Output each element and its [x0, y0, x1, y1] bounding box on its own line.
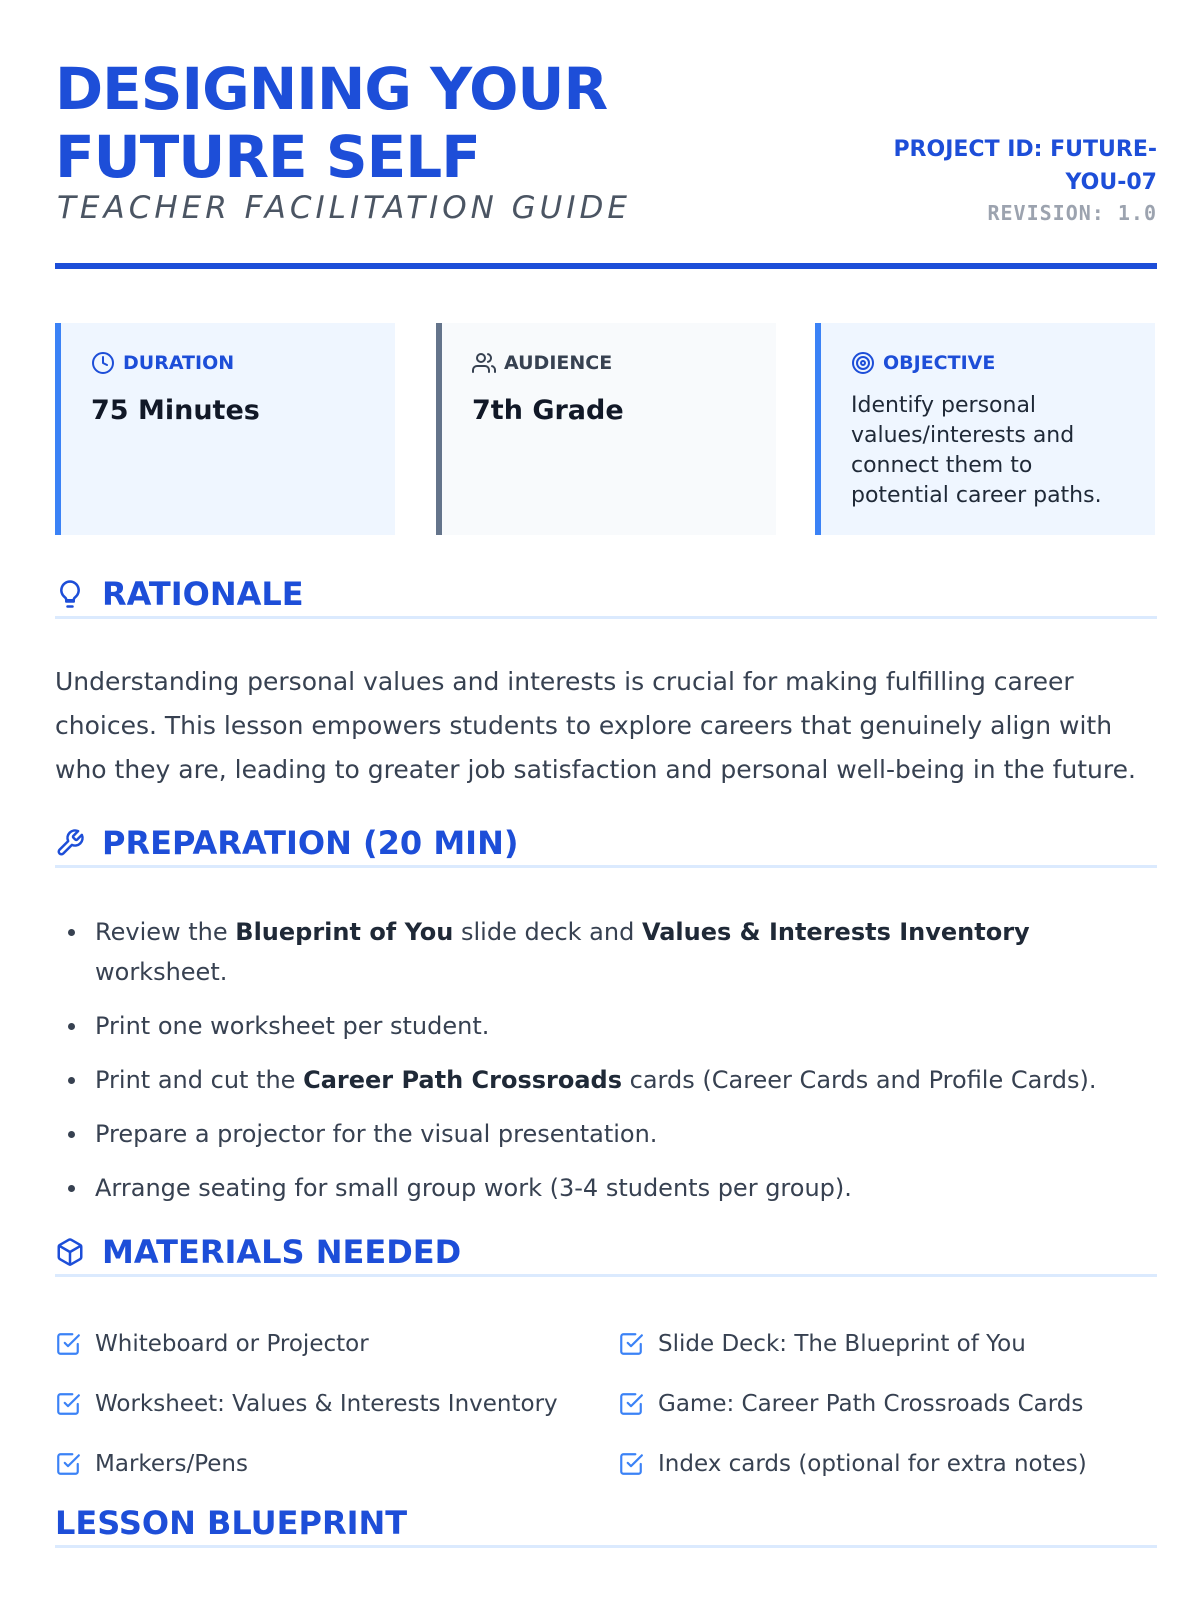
list-item: Review the Blueprint of You slide deck and Values & Interests Inventory worksheet.	[55, 912, 1157, 992]
worksheet-name: Values & Interests Inventory	[641, 918, 1030, 946]
list-item: Arrange seating for small group work (3-4 students per group).	[55, 1168, 1157, 1208]
list-item: Print one worksheet per student.	[55, 1006, 1157, 1046]
preparation-list	[55, 912, 1157, 1222]
header-divider	[55, 263, 1157, 269]
blueprint-title: LESSON BLUEPRINT	[55, 1503, 408, 1542]
checkbox-icon	[55, 1331, 81, 1357]
wrench-icon	[55, 828, 85, 858]
checkbox-icon	[55, 1391, 81, 1417]
material-item: Worksheet: Values & Interests Inventory	[55, 1389, 558, 1419]
list-item: Print and cut the Career Path Crossroads cards (Career Cards and Profile Cards).	[55, 1060, 1157, 1100]
game-name: Career Path Crossroads	[303, 1066, 623, 1094]
checkbox-icon	[618, 1391, 644, 1417]
checkbox-icon	[55, 1451, 81, 1477]
objective-label: OBJECTIVE	[883, 352, 996, 374]
checkbox-icon	[618, 1331, 644, 1357]
deck-name: Blueprint of You	[235, 918, 454, 946]
users-icon	[472, 351, 496, 375]
material-item: Markers/Pens	[55, 1449, 248, 1479]
material-item: Slide Deck: The Blueprint of You	[618, 1329, 1026, 1359]
target-icon	[851, 351, 875, 375]
preparation-heading	[55, 820, 1157, 868]
page-subtitle: TEACHER FACILITATION GUIDE	[57, 190, 631, 226]
audience-card	[436, 323, 776, 535]
duration-value: 75 Minutes	[91, 395, 260, 426]
duration-card	[55, 323, 395, 535]
material-item: Whiteboard or Projector	[55, 1329, 369, 1359]
header	[55, 55, 1157, 270]
preparation-title: PREPARATION (20 MIN)	[102, 823, 519, 862]
revision: REVISION: 1.0	[987, 201, 1157, 225]
objective-card	[815, 323, 1155, 535]
clock-icon	[91, 351, 115, 375]
project-id: PROJECT ID: FUTURE-YOU-07	[893, 137, 1157, 195]
materials-title: MATERIALS NEEDED	[102, 1232, 462, 1271]
lightbulb-icon	[55, 579, 85, 609]
box-icon	[55, 1237, 85, 1267]
info-cards	[55, 323, 1157, 535]
document-meta	[857, 133, 1157, 225]
rationale-title: RATIONALE	[102, 574, 304, 613]
rationale-text: Understanding personal values and interests is crucial for making fulfilling career choices. This lesson empowers students to explore careers that genuinely align with who they are, leading to greater job satisfaction and personal well-being in the future.	[55, 667, 1136, 784]
list-item: Prepare a projector for the visual presentation.	[55, 1114, 1157, 1154]
material-item: Game: Career Path Crossroads Cards	[618, 1389, 1083, 1419]
objective-value: Identify personal values/interests and connect them to potential career paths.	[851, 393, 1102, 508]
rationale-heading	[55, 571, 1157, 619]
checkbox-icon	[618, 1451, 644, 1477]
audience-value: 7th Grade	[472, 395, 624, 426]
blueprint-heading	[55, 1500, 1157, 1548]
page	[55, 0, 1157, 1600]
materials-heading	[55, 1229, 1157, 1277]
duration-label: DURATION	[123, 352, 235, 374]
page-title: DESIGNING YOUR FUTURE SELF	[55, 55, 608, 191]
audience-label: AUDIENCE	[504, 352, 613, 374]
material-item: Index cards (optional for extra notes)	[618, 1449, 1087, 1479]
